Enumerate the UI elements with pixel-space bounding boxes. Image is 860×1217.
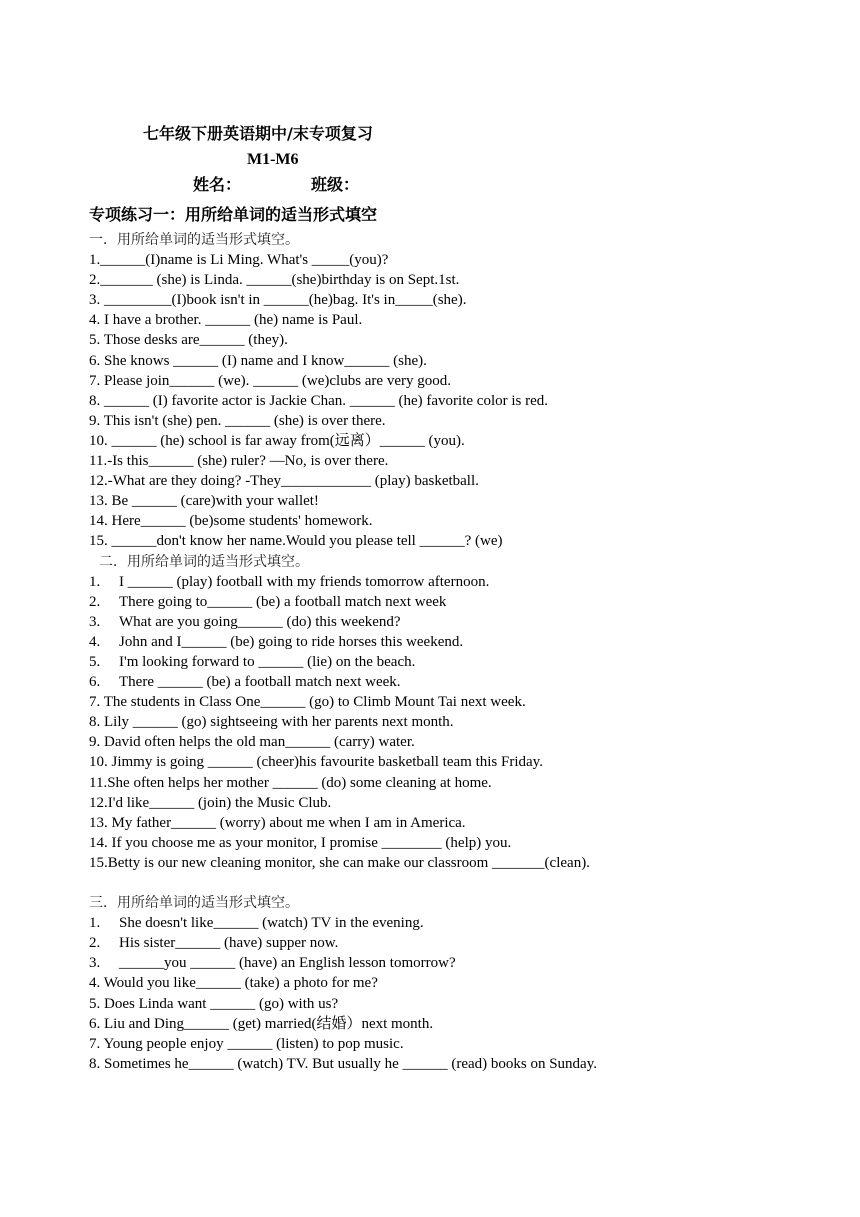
exercise-item: 2. His sister______ (have) supper now.: [89, 935, 339, 952]
exercise-item: 5. I'm looking forward to ______ (lie) on the beach.: [89, 653, 416, 670]
exercise-item: 3. _________(I)book isn't in ______(he)bag. It's in_____(she).: [89, 292, 467, 309]
exercise-item: 12.-What are they doing? -They____________ (play) basketball.: [89, 473, 479, 490]
exercise-item: 13. My father______ (worry) about me when I am in America.: [89, 814, 466, 831]
exercise-item: 11.-Is this______ (she) ruler? —No, is over there.: [89, 453, 389, 470]
name-class-row: [193, 175, 359, 195]
exercise-item: 14. If you choose me as your monitor, I promise ________ (help) you.: [89, 834, 512, 851]
exercise-lines: [89, 230, 829, 1074]
exercise-item: 1. I ______ (play) football with my friends tomorrow afternoon.: [89, 573, 490, 590]
exercise-item: 6. Liu and Ding______ (get) married(结婚）next month.: [89, 1015, 434, 1032]
exercise-item: 8. Lily ______ (go) sightseeing with her parents next month.: [89, 714, 454, 731]
exercise-item: 14. Here______ (be)some students' homework.: [89, 513, 373, 530]
exercise-item: 6. She knows ______ (I) name and I know______ (she).: [89, 352, 427, 369]
exercise-item: 15.Betty is our new cleaning monitor, she can make our classroom _______(clean).: [89, 854, 590, 871]
part3-heading: 三．用所给单词的适当形式填空。: [89, 895, 299, 912]
blank-line: [89, 873, 829, 893]
exercise-item: 2. There going to______ (be) a football match next week: [89, 593, 447, 610]
exercise-item: 10. Jimmy is going ______ (cheer)his favourite basketball team this Friday.: [89, 754, 543, 771]
exercise-item: 5. Does Linda want ______ (go) with us?: [89, 995, 339, 1012]
exercise-item: 13. Be ______ (care)with your wallet!: [89, 493, 319, 510]
name-label: 姓名：: [193, 175, 242, 194]
exercise-item: 9. David often helps the old man______ (carry) water.: [89, 734, 415, 751]
exercise-item: 3. ______you ______ (have) an English lesson tomorrow?: [89, 955, 456, 972]
exercise-item: 4. John and I______ (be) going to ride horses this weekend.: [89, 633, 464, 650]
exercise-item: 10. ______ (he) school is far away from(远离）______ (you).: [89, 432, 465, 449]
exercise-item: 1. She doesn't like______ (watch) TV in the evening.: [89, 915, 424, 932]
exercise-item: 8. Sometimes he______ (watch) TV. But usually he ______ (read) books on Sunday.: [89, 1055, 597, 1072]
exercise-item: 8. ______ (I) favorite actor is Jackie Chan. ______ (he) favorite color is red.: [89, 392, 549, 409]
page-title: 七年级下册英语期中/末专项复习: [143, 124, 373, 143]
exercise-item: 7. Please join______ (we). ______ (we)clubs are very good.: [89, 372, 451, 389]
exercise-item: 7. Young people enjoy ______ (listen) to pop music.: [89, 1035, 404, 1052]
exercise-item: 7. The students in Class One______ (go) to Climb Mount Tai next week.: [89, 694, 526, 711]
page-subtitle: M1-M6: [247, 151, 299, 168]
class-label: 班级：: [311, 175, 360, 194]
exercise-item: 12.I'd like______ (join) the Music Club.: [89, 794, 332, 811]
exercise-item: 3. What are you going______ (do) this weekend?: [89, 613, 401, 630]
exercise-item: 6. There ______ (be) a football match next week.: [89, 674, 401, 691]
exercise-item: 1.______(I)name is Li Ming. What's _____(you)?: [89, 252, 389, 269]
exercise-item: 11.She often helps her mother ______ (do) some cleaning at home.: [89, 774, 492, 791]
exercise-item: 4. Would you like______ (take) a photo for me?: [89, 975, 378, 992]
part1-heading: 一．用所给单词的适当形式填空。: [89, 232, 299, 248]
exercise-item: 15. ______don't know her name.Would you please tell ______? (we): [89, 533, 503, 550]
exercise-item: 5. Those desks are______ (they).: [89, 332, 288, 349]
part2-heading: 二．用所给单词的适当形式填空。: [99, 553, 309, 570]
exercise-item: 9. This isn't (she) pen. ______ (she) is over there.: [89, 412, 386, 429]
exercise-item: 4. I have a brother. ______ (he) name is Paul.: [89, 312, 363, 329]
section-title: 专项练习一：用所给单词的适当形式填空: [89, 205, 378, 224]
exercise-item: 2._______ (she) is Linda. ______(she)birthday is on Sept.1st.: [89, 272, 460, 289]
